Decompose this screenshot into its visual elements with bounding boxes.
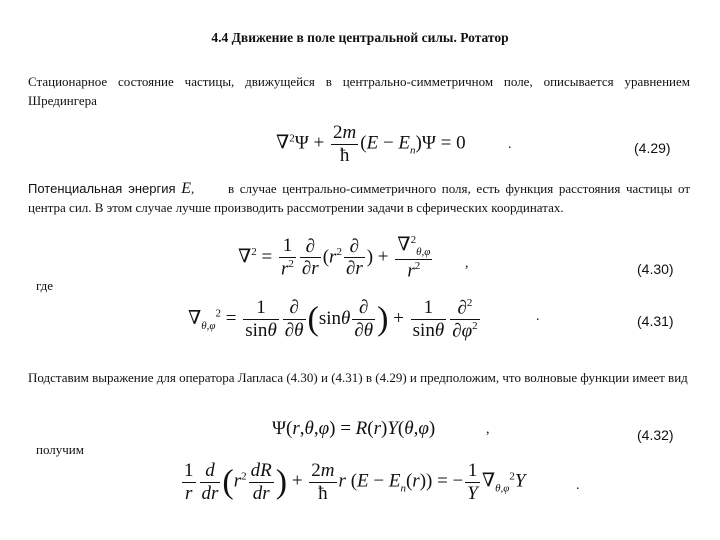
equation-4-29-period: . <box>508 137 512 152</box>
equation-number-4-30: (4.30) <box>637 261 674 277</box>
word-where: где <box>36 278 54 293</box>
energy-symbol: E <box>181 180 191 197</box>
equation-number-4-31: (4.31) <box>637 313 674 329</box>
equation-4-31-period: . <box>536 309 540 324</box>
equation-4-32-comma: , <box>486 422 490 437</box>
equation-4-31: $\nabla_{\theta,\varphi}^2$ = $\frac{1}{\sin\theta}$ $\frac{\partial}{\partial\theta}$ (sinθ $\frac{\partial}{\partial\theta}$ ) + $\frac{1}{\sin\theta}$ $\frac{\partial^2}{\partial\varphi^2}$ <box>188 297 478 342</box>
page-title: 4.4 Движение в поле центральной силы. Ротатор <box>211 30 509 45</box>
word-obtain: получим <box>36 442 84 457</box>
equation-4-29: ∇$^2$Ψ + $\frac{2m}{ħ}$ $(E - E_n)\Psi = 0$ <box>276 122 466 166</box>
paragraph-intro: Стационарное состояние частицы, движущейся в центрально-симметричном поле, описывается уравнением Шредингера <box>28 74 690 108</box>
equation-4-30-comma: , <box>465 256 469 271</box>
equation-radial-period: . <box>576 478 580 493</box>
equation-number-4-29: (4.29) <box>634 140 671 156</box>
equation-radial: $\frac{1}{r}$ $\frac{d}{dr}$ ($r^2$ $\frac{dR}{dr}$ ) + $\frac{2m}{ħ}$ r $(E - E_n(r))$ = − $\frac{1}{Y}$ $\nabla_{\theta,\varphi}^2Y$ <box>184 460 526 504</box>
equation-4-32: Ψ(r,θ,φ) = R(r)Y(θ,φ) <box>272 418 436 439</box>
potential-energy-label: Потенциальная энергия <box>28 181 176 196</box>
paragraph-potential: Потенциальная энергия E, в случае центрально-симметричного поля, есть функция расстояния частицы от центра сил. В этом случае лучше производить рассмотрении задачи в сферических координатах. <box>28 180 690 215</box>
paragraph-substitution: Подставим выражение для оператора Лапласа (4.30) и (4.31) в (4.29) и предположим, что волновые функции имеет вид <box>28 370 688 385</box>
equation-4-30: ∇$^2$ = $\frac{1}{r^2}$ $\frac{\partial}{\partial r}$ ($r^2$ $\frac{\partial}{\partial r}$ ) + $\frac{\nabla^2_{\theta,\varphi}}{r^2}$ <box>238 234 431 282</box>
paragraph-potential-text: в случае центрально-симметричного поля, есть функция расстояния частицы от центра сил. В этом случае лучше производить рассмотрении задачи в сферических координатах. <box>28 181 690 215</box>
equation-number-4-32: (4.32) <box>637 427 674 443</box>
